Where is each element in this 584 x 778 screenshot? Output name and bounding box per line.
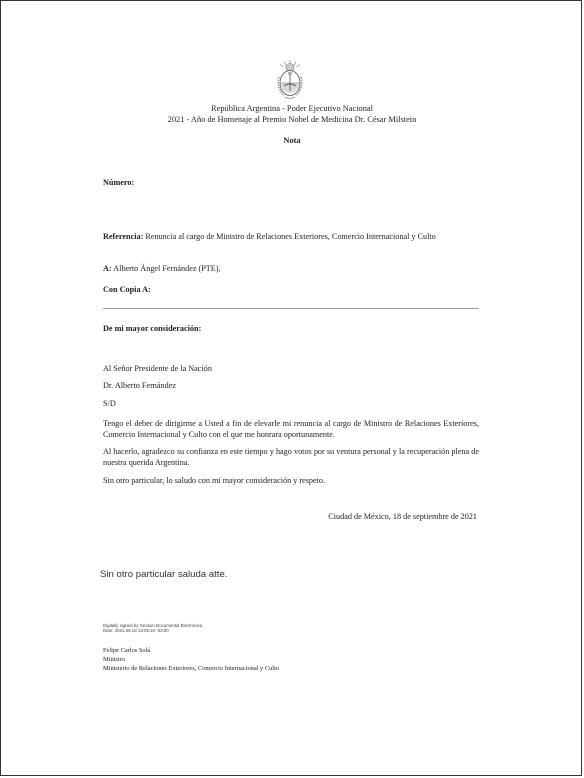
addressee-line-1: Al Señor Presidente de la Nación bbox=[103, 364, 212, 373]
header-line-1: República Argentina - Poder Ejecutivo Nacional bbox=[211, 104, 373, 113]
addressee-line-3: S/D bbox=[103, 399, 116, 408]
copy-label: Con Copia A: bbox=[103, 285, 151, 294]
body-paragraph-2: Al hacerlo, agradezco su confianza en este tiempo y hago votos por su ventura personal y la recuperación plena de nuestra querida Argentina. bbox=[103, 447, 479, 467]
digital-signature-line-2: Date: 2021.09.18 13:05:10 -03:00 bbox=[103, 628, 169, 634]
header-line-2: 2021 - Año de Homenaje al Premio Nobel de Medicina Dr. César Milstein bbox=[167, 114, 417, 124]
signer-title: Ministro bbox=[103, 656, 126, 663]
signer-name: Felipe Carlos Solá bbox=[103, 647, 151, 654]
addressee-line-2: Dr. Alberto Fernández bbox=[103, 381, 176, 390]
digital-signature-line-1: Digitally signed by Gestion Documental Electronica bbox=[103, 623, 203, 628]
digital-signature-stamp bbox=[103, 623, 202, 633]
salutation: De mi mayor consideración: bbox=[103, 324, 202, 333]
body-paragraph-1: Tengo el deber de dirigirme a Usted a fin de elevarle mi renuncia al cargo de Ministro de Relaciones Exteriores, Comercio Internacional y Culto con el que me honrara oportunamente. bbox=[103, 419, 479, 439]
recipient-label: A: bbox=[103, 264, 112, 273]
signer-office: Ministerio de Relaciones Exteriores, Comercio Internacional y Culto bbox=[103, 665, 280, 672]
closing-line: Sin otro particular saluda atte. bbox=[100, 569, 228, 580]
referencia-value: Renuncia al cargo de Ministro de Relaciones Exteriores, Comercio Internacional y Culto bbox=[145, 232, 436, 241]
coat-of-arms-icon bbox=[275, 59, 305, 101]
referencia-row bbox=[103, 232, 436, 242]
divider bbox=[103, 308, 479, 309]
body-paragraph-3: Sin otro particular, lo saludo con mi mayor consideración y respeto. bbox=[103, 476, 326, 485]
recipient-value: Alberto Ángel Fernández (PTE), bbox=[113, 264, 221, 273]
document-type-title: Nota bbox=[283, 136, 301, 145]
referencia-label: Referencia: bbox=[103, 232, 144, 241]
place-date: Ciudad de México, 18 de septiembre de 2021 bbox=[328, 512, 477, 521]
numero-label: Número: bbox=[103, 178, 135, 187]
recipient-row bbox=[103, 264, 221, 274]
signer-block bbox=[103, 646, 279, 673]
